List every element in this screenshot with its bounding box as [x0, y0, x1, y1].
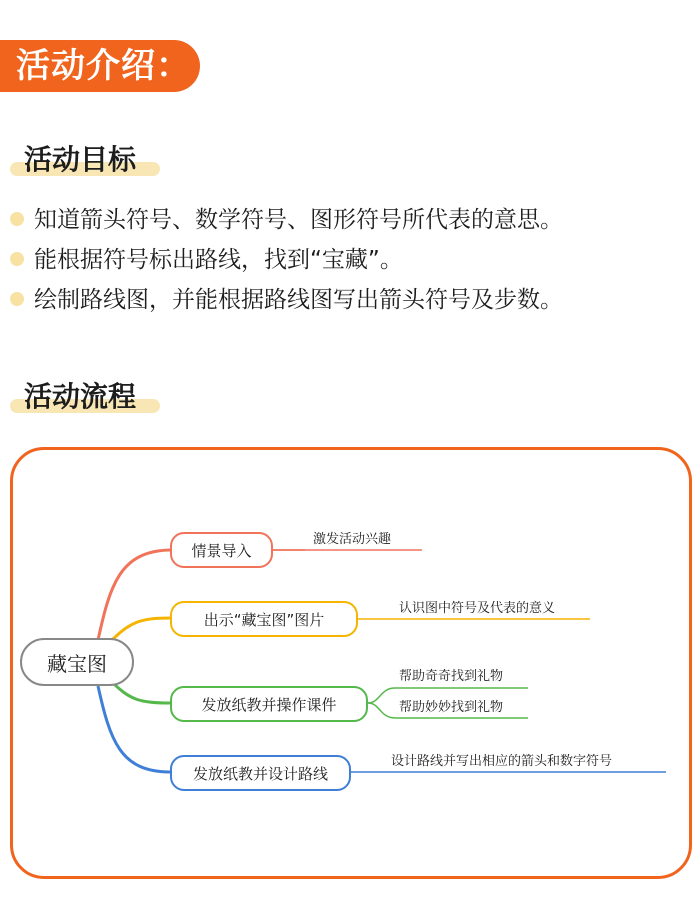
leaf-label-4: 设计路线并写出相应的箭头和数字符号 [391, 754, 613, 769]
branch-connector-2 [110, 618, 170, 642]
intro-title: 活动介绍： [0, 40, 200, 92]
branch-connector-1 [98, 550, 170, 640]
branch-node-4: 发放纸教并设计路线 [170, 755, 351, 791]
goal-text: 能根据符号标出路线，找到“宝藏”。 [34, 247, 403, 273]
goal-text: 知道箭头符号、数学符号、图形符号所代表的意思。 [34, 207, 563, 233]
goals-heading-text: 活动目标 [24, 143, 137, 176]
branch-node-3: 发放纸教并操作课件 [170, 686, 368, 722]
leaf-label-3a: 帮助奇奇找到礼物 [399, 669, 504, 684]
leaf-connector-3b [368, 703, 395, 718]
flow-heading-text: 活动流程 [24, 380, 137, 413]
leaf-connector-3a [368, 688, 395, 703]
leaf-label-3b: 帮助妙妙找到礼物 [399, 700, 504, 715]
leaf-label-2: 认识图中符号及代表的意义 [399, 601, 556, 616]
root-node: 藏宝图 [20, 638, 134, 686]
goal-text: 绘制路线图，并能根据路线图写出箭头符号及步数。 [34, 287, 563, 313]
branch-node-1: 情景导入 [170, 532, 273, 568]
branch-connector-3 [112, 682, 170, 703]
branch-node-2: 出示“藏宝图”图片 [170, 601, 358, 637]
leaf-label-1: 激发活动兴趣 [313, 532, 392, 547]
